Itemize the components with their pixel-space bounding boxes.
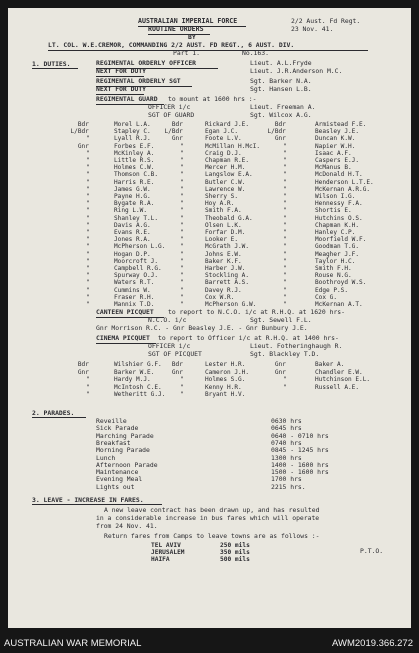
name-cell: Moorcroft J.: [114, 257, 159, 265]
name-cell: McPherson L.G.: [114, 243, 166, 251]
name-cell: Sherry S.: [205, 193, 239, 200]
rank-cell: ": [180, 193, 184, 200]
roo-next-name: Lieut. J.R.Anderson M.C.: [250, 67, 343, 75]
rank-cell: Gnr: [274, 135, 286, 143]
doc-subtitle: ROUTINE ORDERS: [148, 25, 204, 33]
rank-cell: ": [283, 200, 287, 208]
cinema-officer-name: Lieut. Fotheringhaugh R.: [250, 342, 343, 350]
fare-price-jerusalem: 350 mils: [220, 549, 250, 556]
by-label: BY: [188, 33, 196, 41]
rank-cell: ": [283, 221, 287, 229]
rank-cell: ": [86, 236, 90, 244]
name-cell: Olsen L.K.: [205, 221, 242, 229]
name-cell: Evans R.E.: [114, 229, 151, 236]
name-cell: Harris R.E.: [114, 178, 155, 186]
parade-name: Evening Meal: [96, 475, 143, 484]
name-cell: Lester H.R.: [205, 361, 246, 368]
rank-cell: ": [180, 257, 184, 265]
rank-cell: ": [180, 383, 184, 391]
rank-cell: ": [283, 257, 287, 265]
name-cell: McMillan H.McI.: [205, 142, 261, 150]
name-cell: Russell A.E.: [315, 383, 360, 391]
rank-cell: ": [283, 236, 287, 244]
name-cell: Egan J.C.: [205, 128, 239, 136]
name-cell: Forfar D.M.: [205, 229, 246, 236]
rank-cell: ": [86, 391, 90, 399]
ros-next-name: Sgt. Hansen L.B.: [250, 85, 312, 93]
rank-cell: Gnr: [77, 368, 89, 376]
rank-cell: Gnr: [171, 135, 183, 143]
rank-cell: ": [86, 178, 90, 186]
fare-town-jerusalem: JERUSALEM: [151, 549, 185, 556]
rank-cell: ": [86, 383, 90, 391]
rank-cell: Gnr: [274, 361, 286, 368]
rank-cell: ": [283, 286, 287, 294]
cinema-roster-row: [8, 376, 411, 383]
parade-name: Maintenance: [96, 468, 139, 477]
name-cell: Davey R.J.: [205, 286, 242, 294]
canteen-text: to report to N.C.O. i/c at R.H.Q. at 1620 hrs-: [168, 308, 345, 316]
guard-roster-row: [8, 186, 411, 193]
name-cell: McDonald H.T.: [315, 171, 363, 179]
leave-heading: 3. LEAVE - INCREASE IN FARES.: [32, 496, 144, 504]
rank-cell: ": [86, 164, 90, 172]
rank-cell: ": [180, 200, 184, 208]
rank-cell: ": [86, 193, 90, 200]
name-cell: Jones R.A.: [114, 236, 151, 244]
pto-label: P.T.O.: [360, 547, 384, 555]
name-cell: Smith F.A.: [205, 207, 242, 215]
name-cell: Beasley J.E.: [315, 128, 360, 136]
rank-cell: ": [283, 383, 287, 391]
name-cell: Taylor H.C.: [315, 257, 356, 265]
rank-cell: ": [180, 214, 184, 222]
rank-cell: ": [283, 178, 287, 186]
name-cell: Holmes S.G.: [205, 376, 246, 384]
name-cell: Hutchinson E.L.: [315, 376, 371, 384]
parade-time: 1400 - 1600 hrs: [271, 460, 329, 469]
cinema-roster-row: [8, 384, 411, 391]
rank-cell: ": [180, 142, 184, 150]
guard-officer-label: OFFICER i/c: [148, 103, 191, 111]
rank-cell: L/Bdr: [267, 128, 286, 136]
name-cell: Bygate R.A.: [114, 200, 155, 208]
fare-price-haifa: 500 mils: [220, 556, 250, 563]
name-cell: McGrath J.W.: [205, 243, 250, 251]
rank-cell: Bdr: [274, 121, 286, 128]
duties-heading-underline: [32, 68, 78, 69]
rank-cell: ": [283, 207, 287, 215]
name-cell: Wetheritt G.J.: [114, 391, 166, 399]
canteen-members: Gnr Morrison R.C. - Gnr Beasley J.E. - Gnr Bunbury J.E.: [96, 324, 308, 332]
rank-cell: ": [283, 214, 287, 222]
canteen-nco-name: Sgt. Sewell F.L.: [250, 316, 312, 324]
name-cell: Lyall R.J.: [114, 135, 151, 143]
guard-roster-row: [8, 236, 411, 243]
name-cell: Shanley T.L.: [114, 214, 159, 222]
commander-line: LT. COL. W.E.CREMOR, COMMANDING 2/2 AUST. FD REGT., 6 AUST. DIV.: [48, 41, 295, 49]
name-cell: Shortis E.: [315, 207, 352, 215]
name-cell: Morel L.A.: [114, 121, 151, 128]
rank-cell: ": [283, 279, 287, 287]
rank-cell: ": [283, 293, 287, 301]
parade-time: 0640 - 0710 hrs: [271, 431, 329, 440]
rank-cell: ": [180, 157, 184, 164]
name-cell: Chapman R.E.: [205, 157, 250, 164]
rank-cell: ": [86, 250, 90, 258]
rank-cell: ": [283, 193, 287, 200]
rank-cell: ": [283, 185, 287, 193]
name-cell: Boothroyd W.S.: [315, 279, 367, 287]
fare-price-tel-aviv: 250 mils: [220, 542, 250, 549]
name-cell: Chandler E.W.: [315, 368, 363, 376]
rank-cell: ": [86, 157, 90, 164]
document-page: [8, 8, 411, 628]
rank-cell: ": [283, 157, 287, 164]
name-cell: Goodman T.G.: [315, 243, 360, 251]
rank-cell: ": [86, 171, 90, 179]
parade-name: Marching Parade: [96, 431, 154, 440]
guard-roster-row: [8, 179, 411, 186]
rank-cell: ": [180, 185, 184, 193]
parade-time: 1700 hrs: [271, 475, 302, 484]
rank-cell: Bdr: [77, 361, 89, 368]
leave-para-line-2: in a considerable increase in bus fares which will operate: [96, 514, 320, 522]
guard-officer-name: Lieut. Freeman A.: [250, 103, 316, 111]
rank-cell: ": [180, 376, 184, 384]
rank-cell: ": [86, 243, 90, 251]
rank-cell: ": [283, 149, 287, 157]
canteen-label: CANTEEN PICQUET: [96, 308, 154, 316]
parade-time: 0845 - 1245 hrs: [271, 446, 329, 455]
name-cell: McKernan A.T.: [315, 301, 363, 308]
name-cell: Ring L.W.: [114, 207, 148, 215]
name-cell: Moorfield W.F.: [315, 236, 367, 244]
rank-cell: ": [86, 229, 90, 236]
name-cell: Wilshier G.F.: [114, 361, 162, 368]
guard-roster-row: [8, 200, 411, 207]
parade-time: 1500 - 1600 hrs: [271, 468, 329, 477]
rank-cell: ": [283, 250, 287, 258]
rank-cell: Bdr: [77, 121, 89, 128]
name-cell: Barrett A.S.: [205, 279, 250, 287]
leave-return-text: Return fares from Camps to leave towns are as follows :-: [104, 532, 320, 540]
cinema-roster-row: [8, 369, 411, 376]
rank-cell: ": [86, 272, 90, 280]
parade-time: 0740 hrs: [271, 438, 302, 447]
rank-cell: ": [283, 142, 287, 150]
rank-cell: ": [86, 286, 90, 294]
name-cell: McPherson G.W.: [205, 301, 257, 308]
rank-cell: ": [180, 221, 184, 229]
rank-cell: ": [86, 279, 90, 287]
guard-roster-row: [8, 143, 411, 150]
parades-heading: 2. PARADES.: [32, 409, 75, 417]
subtitle-underline: [148, 34, 210, 35]
roo-next-label: NEXT FOR DUTY: [96, 67, 147, 75]
rank-cell: ": [86, 293, 90, 301]
name-cell: Langslow E.A.: [205, 171, 253, 179]
parade-name: Lights out: [96, 482, 135, 491]
cinema-officer-label: OFFICER i/c: [148, 342, 191, 350]
guard-roster-row: [8, 193, 411, 200]
rank-cell: ": [180, 250, 184, 258]
guard-roster-row: [8, 164, 411, 171]
guard-roster-row: [8, 229, 411, 236]
name-cell: Little R.S.: [114, 157, 155, 164]
name-cell: Cameron J.H.: [205, 368, 250, 376]
name-cell: Rickard J.E.: [205, 121, 250, 128]
rank-cell: ": [180, 178, 184, 186]
guard-sgt-label: SGT OF GUARD: [148, 111, 195, 119]
guard-roster-row: [8, 150, 411, 157]
rank-cell: ": [86, 265, 90, 272]
name-cell: Foote L.V.: [205, 135, 242, 143]
name-cell: Stockling A.: [205, 272, 250, 280]
rank-cell: Bdr: [171, 361, 183, 368]
rank-cell: L/Bdr: [164, 128, 183, 136]
rank-cell: ": [283, 164, 287, 172]
name-cell: Hutchins O.S.: [315, 214, 363, 222]
rank-cell: L/Bdr: [70, 128, 89, 136]
name-cell: McIntosh C.E.: [114, 383, 162, 391]
name-cell: Holmes C.W.: [114, 164, 155, 172]
name-cell: Campbell R.G.: [114, 265, 162, 272]
cinema-roster-row: [8, 361, 411, 368]
guard-roster-row: [8, 294, 411, 301]
name-cell: Stapley C.: [114, 128, 151, 136]
footer-reference: AWM2019.366.272: [332, 638, 413, 649]
guard-text: to mount at 1600 hrs :-: [168, 95, 257, 103]
rank-cell: ": [86, 376, 90, 384]
roo-label: REGIMENTAL ORDERLY OFFICER: [96, 59, 197, 67]
rank-cell: ": [180, 279, 184, 287]
name-cell: Meagher J.F.: [315, 250, 360, 258]
name-cell: Henderson L.T.E.: [315, 178, 374, 186]
rank-cell: ": [180, 236, 184, 244]
name-cell: Butler C.W.: [205, 178, 246, 186]
roo-name: Lieut. A.L.Fryde: [250, 59, 312, 67]
cinema-text: to report to Officer i/c at R.H.Q. at 1400 hrs-: [158, 334, 339, 342]
rank-cell: ": [180, 207, 184, 215]
rank-cell: ": [283, 171, 287, 179]
rank-cell: ": [86, 257, 90, 265]
name-cell: Edge P.S.: [315, 286, 349, 294]
rank-cell: Gnr: [77, 142, 89, 150]
order-number: No.163.: [242, 49, 269, 57]
name-cell: Caspers E.J.: [315, 157, 360, 164]
name-cell: Napier W.H.: [315, 142, 356, 150]
parade-time: 0630 hrs: [271, 417, 302, 425]
name-cell: Smith F.H.: [315, 265, 352, 272]
rank-cell: ": [86, 200, 90, 208]
parades-heading-underline: [32, 417, 86, 418]
cinema-sgt-label: SGT OF PICQUET: [148, 350, 202, 358]
rank-cell: ": [86, 221, 90, 229]
rank-cell: ": [283, 301, 287, 308]
name-cell: Fraser R.H.: [114, 293, 155, 301]
parade-name: Reveille: [96, 417, 127, 425]
ros-name: Sgt. Barker N.A.: [250, 77, 312, 85]
rank-cell: ": [283, 272, 287, 280]
commander-underline: [48, 50, 368, 51]
guard-roster-row: [8, 207, 411, 214]
name-cell: Bryant H.V.: [205, 391, 246, 399]
parade-time: 2215 hrs.: [271, 482, 306, 491]
name-cell: James G.W.: [114, 185, 151, 193]
name-cell: Hennessy F.A.: [315, 200, 363, 208]
name-cell: Davis A.G.: [114, 221, 151, 229]
ros-next-label: NEXT FOR DUTY: [96, 85, 147, 93]
name-cell: Cox W.R.: [205, 293, 235, 301]
parade-name: Lunch: [96, 453, 116, 462]
name-cell: Mercer H.M.: [205, 164, 246, 172]
guard-roster-row: [8, 215, 411, 222]
rank-cell: ": [180, 164, 184, 172]
name-cell: Johns E.W.: [205, 250, 242, 258]
guard-roster-row: [8, 121, 411, 128]
guard-roster-row: [8, 265, 411, 272]
leave-para-line-3: from 24 Nov. 41.: [96, 522, 158, 530]
guard-roster-row: [8, 171, 411, 178]
rank-cell: ": [283, 243, 287, 251]
rank-cell: ": [86, 135, 90, 143]
cinema-underline: [96, 343, 156, 344]
guard-roster-row: [8, 272, 411, 279]
guard-roster-row: [8, 157, 411, 164]
guard-roster-row: [8, 128, 411, 135]
rank-cell: ": [180, 243, 184, 251]
fare-town-haifa: HAIFA: [151, 556, 170, 563]
name-cell: Craig D.J.: [205, 149, 242, 157]
part-label: Part 1.: [173, 49, 200, 57]
name-cell: Harber J.W.: [205, 265, 246, 272]
rank-cell: ": [180, 293, 184, 301]
rank-cell: ": [180, 286, 184, 294]
parade-time: 0645 hrs: [271, 424, 302, 433]
guard-label: REGIMENTAL GUARD: [96, 95, 158, 103]
name-cell: Cox G.: [315, 293, 338, 301]
rank-cell: ": [180, 265, 184, 272]
parade-name: Breakfast: [96, 438, 131, 447]
name-cell: Duncan K.W.: [315, 135, 356, 143]
unit-label: 2/2 Aust. Fd Regt.: [291, 17, 361, 25]
rank-cell: ": [180, 391, 184, 399]
rank-cell: Gnr: [274, 368, 286, 376]
cinema-sgt-name: Sgt. Blackley T.D.: [250, 350, 320, 358]
guard-sgt-name: Sgt. Wilcox A.G.: [250, 111, 312, 119]
guard-roster-row: [8, 251, 411, 258]
name-cell: Forbes E.F.: [114, 142, 155, 150]
name-cell: Waters R.T.: [114, 279, 155, 287]
name-cell: McManus B.: [315, 164, 352, 172]
guard-roster-row: [8, 258, 411, 265]
rank-cell: ": [86, 301, 90, 308]
rank-cell: ": [180, 301, 184, 308]
canteen-nco-label: N.C.O. i/c: [148, 316, 187, 324]
name-cell: Hanley C.P.: [315, 229, 356, 236]
name-cell: Thomson C.B.: [114, 171, 159, 179]
name-cell: Barker W.E.: [114, 368, 155, 376]
rank-cell: ": [180, 171, 184, 179]
parade-name: Sick Parade: [96, 424, 139, 433]
name-cell: Spurway O.J.: [114, 272, 159, 280]
archive-footer: [0, 633, 419, 653]
name-cell: Hoy A.R.: [205, 200, 235, 208]
name-cell: Hardy M.J.: [114, 376, 151, 384]
cinema-roster-row: [8, 391, 411, 398]
name-cell: Chapman K.H.: [315, 221, 360, 229]
name-cell: Payne H.G.: [114, 193, 151, 200]
rank-cell: ": [86, 149, 90, 157]
rank-cell: ": [86, 214, 90, 222]
duties-heading: 1. DUTIES.: [32, 60, 71, 68]
rank-cell: ": [180, 272, 184, 280]
rank-cell: ": [283, 376, 287, 384]
rank-cell: ": [180, 229, 184, 236]
leave-heading-underline: [32, 504, 162, 505]
name-cell: Hogan D.P.: [114, 250, 151, 258]
name-cell: Lawrence W.: [205, 185, 246, 193]
rank-cell: ": [283, 229, 287, 236]
name-cell: McKernan A.R.G.: [315, 185, 371, 193]
name-cell: Looker E.: [205, 236, 239, 244]
name-cell: Rouse N.G.: [315, 272, 352, 280]
rank-cell: ": [180, 149, 184, 157]
parade-name: Afternoon Parade: [96, 460, 158, 469]
guard-roster-row: [8, 287, 411, 294]
footer-source: AUSTRALIAN WAR MEMORIAL: [4, 638, 142, 649]
rank-cell: ": [86, 207, 90, 215]
parade-name: Morning Parade: [96, 446, 150, 455]
name-cell: Baker K.F.: [205, 257, 242, 265]
name-cell: Mannix T.D.: [114, 301, 155, 308]
rank-cell: Bdr: [171, 121, 183, 128]
parade-time: 1300 hrs: [271, 453, 302, 462]
name-cell: Theobald G.A.: [205, 214, 253, 222]
rank-cell: ": [86, 185, 90, 193]
name-cell: Wilson I.G.: [315, 193, 356, 200]
fare-town-tel-aviv: TEL AVIV: [151, 542, 181, 549]
name-cell: Kenny H.R.: [205, 383, 242, 391]
guard-roster-row: [8, 222, 411, 229]
cinema-label: CINEMA PICQUET: [96, 334, 150, 342]
ros-label: REGIMENTAL ORDERLY SGT: [96, 77, 181, 85]
rank-cell: ": [283, 265, 287, 272]
name-cell: Isaac A.F.: [315, 149, 352, 157]
guard-roster-row: [8, 279, 411, 286]
name-cell: Baker A.: [315, 361, 345, 368]
rank-cell: Gnr: [171, 368, 183, 376]
doc-title: AUSTRALIAN IMPERIAL FORCE: [138, 17, 238, 25]
leave-para-line-1: A new leave contract has been drawn up, and has resulted: [104, 506, 320, 514]
guard-roster-row: [8, 301, 411, 308]
guard-roster-row: [8, 243, 411, 250]
guard-roster-row: [8, 135, 411, 142]
name-cell: Armistead F.E.: [315, 121, 367, 128]
doc-date: 23 Nov. 41.: [291, 25, 334, 33]
name-cell: McKinley A.: [114, 149, 155, 157]
name-cell: Cummins W.: [114, 286, 151, 294]
